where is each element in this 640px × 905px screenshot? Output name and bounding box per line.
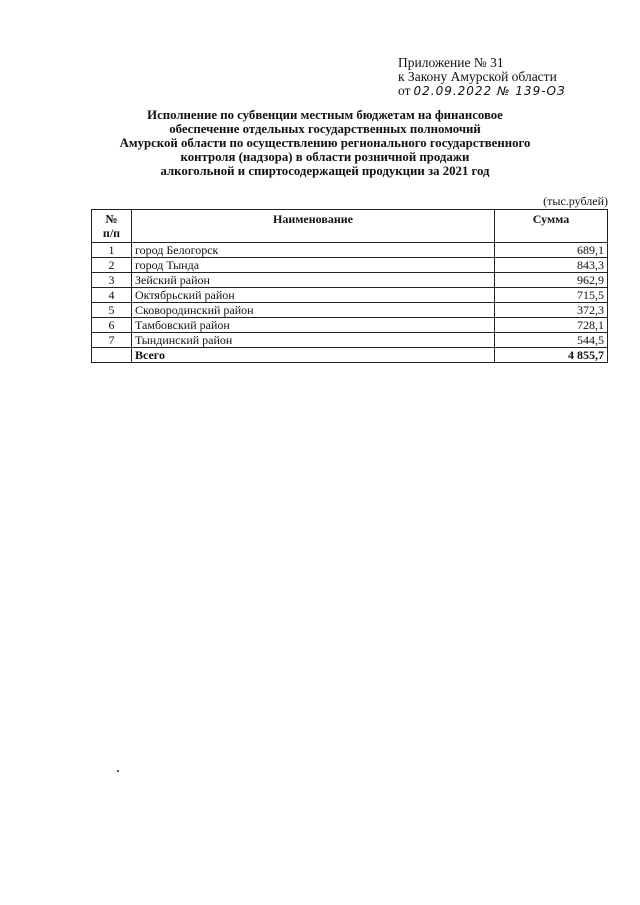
row-num: 6 <box>92 318 132 333</box>
handwritten-date-number: 02.09.2022 № 139-ОЗ <box>413 84 566 98</box>
table-row <box>92 258 608 273</box>
scan-speck <box>117 770 119 772</box>
row-num: 7 <box>92 333 132 348</box>
table-row <box>92 288 608 303</box>
row-name: Сковородинский район <box>132 303 495 318</box>
table-row <box>92 303 608 318</box>
header-num-line2: п/п <box>102 226 121 240</box>
row-sum: 843,3 <box>495 258 608 273</box>
total-num <box>92 348 132 363</box>
row-name: Тындинский район <box>132 333 495 348</box>
row-num: 3 <box>92 273 132 288</box>
row-name: Октябрьский район <box>132 288 495 303</box>
total-name: Всего <box>132 348 495 363</box>
row-sum: 544,5 <box>495 333 608 348</box>
row-num: 1 <box>92 243 132 258</box>
header-sum: Сумма <box>495 210 608 243</box>
appendix-number: Приложение № 31 <box>398 55 504 70</box>
document-title <box>90 108 560 178</box>
table-header-row <box>92 210 608 243</box>
appendix-block <box>398 56 566 98</box>
row-sum: 962,9 <box>495 273 608 288</box>
table-total-row <box>92 348 608 363</box>
title-line: обеспечение отдельных государственных полномочий <box>169 122 481 136</box>
total-sum: 4 855,7 <box>495 348 608 363</box>
table-row <box>92 243 608 258</box>
appendix-law: к Закону Амурской области <box>398 69 557 84</box>
title-line: Амурской области по осуществлению регионального государственного <box>119 136 531 150</box>
table-row <box>92 273 608 288</box>
row-name: город Белогорск <box>132 243 495 258</box>
appendix-date-prefix: от <box>398 83 411 98</box>
header-name: Наименование <box>132 210 495 243</box>
row-sum: 372,3 <box>495 303 608 318</box>
row-sum: 728,1 <box>495 318 608 333</box>
header-num-line1: № <box>105 212 118 226</box>
subvention-table <box>91 209 608 363</box>
row-num: 2 <box>92 258 132 273</box>
appendix-date-line <box>398 84 566 98</box>
row-name: Тамбовский район <box>132 318 495 333</box>
row-num: 4 <box>92 288 132 303</box>
row-name: Зейский район <box>132 273 495 288</box>
table-row <box>92 318 608 333</box>
header-num <box>92 210 132 243</box>
title-line: Исполнение по субвенции местным бюджетам на финансовое <box>147 108 503 122</box>
row-name: город Тында <box>132 258 495 273</box>
title-line: алкогольной и спиртосодержащей продукции за 2021 год <box>160 164 490 178</box>
row-num: 5 <box>92 303 132 318</box>
row-sum: 689,1 <box>495 243 608 258</box>
table-row <box>92 333 608 348</box>
row-sum: 715,5 <box>495 288 608 303</box>
title-line: контроля (надзора) в области розничной продажи <box>180 150 470 164</box>
unit-label: (тыс.рублей) <box>543 194 608 208</box>
